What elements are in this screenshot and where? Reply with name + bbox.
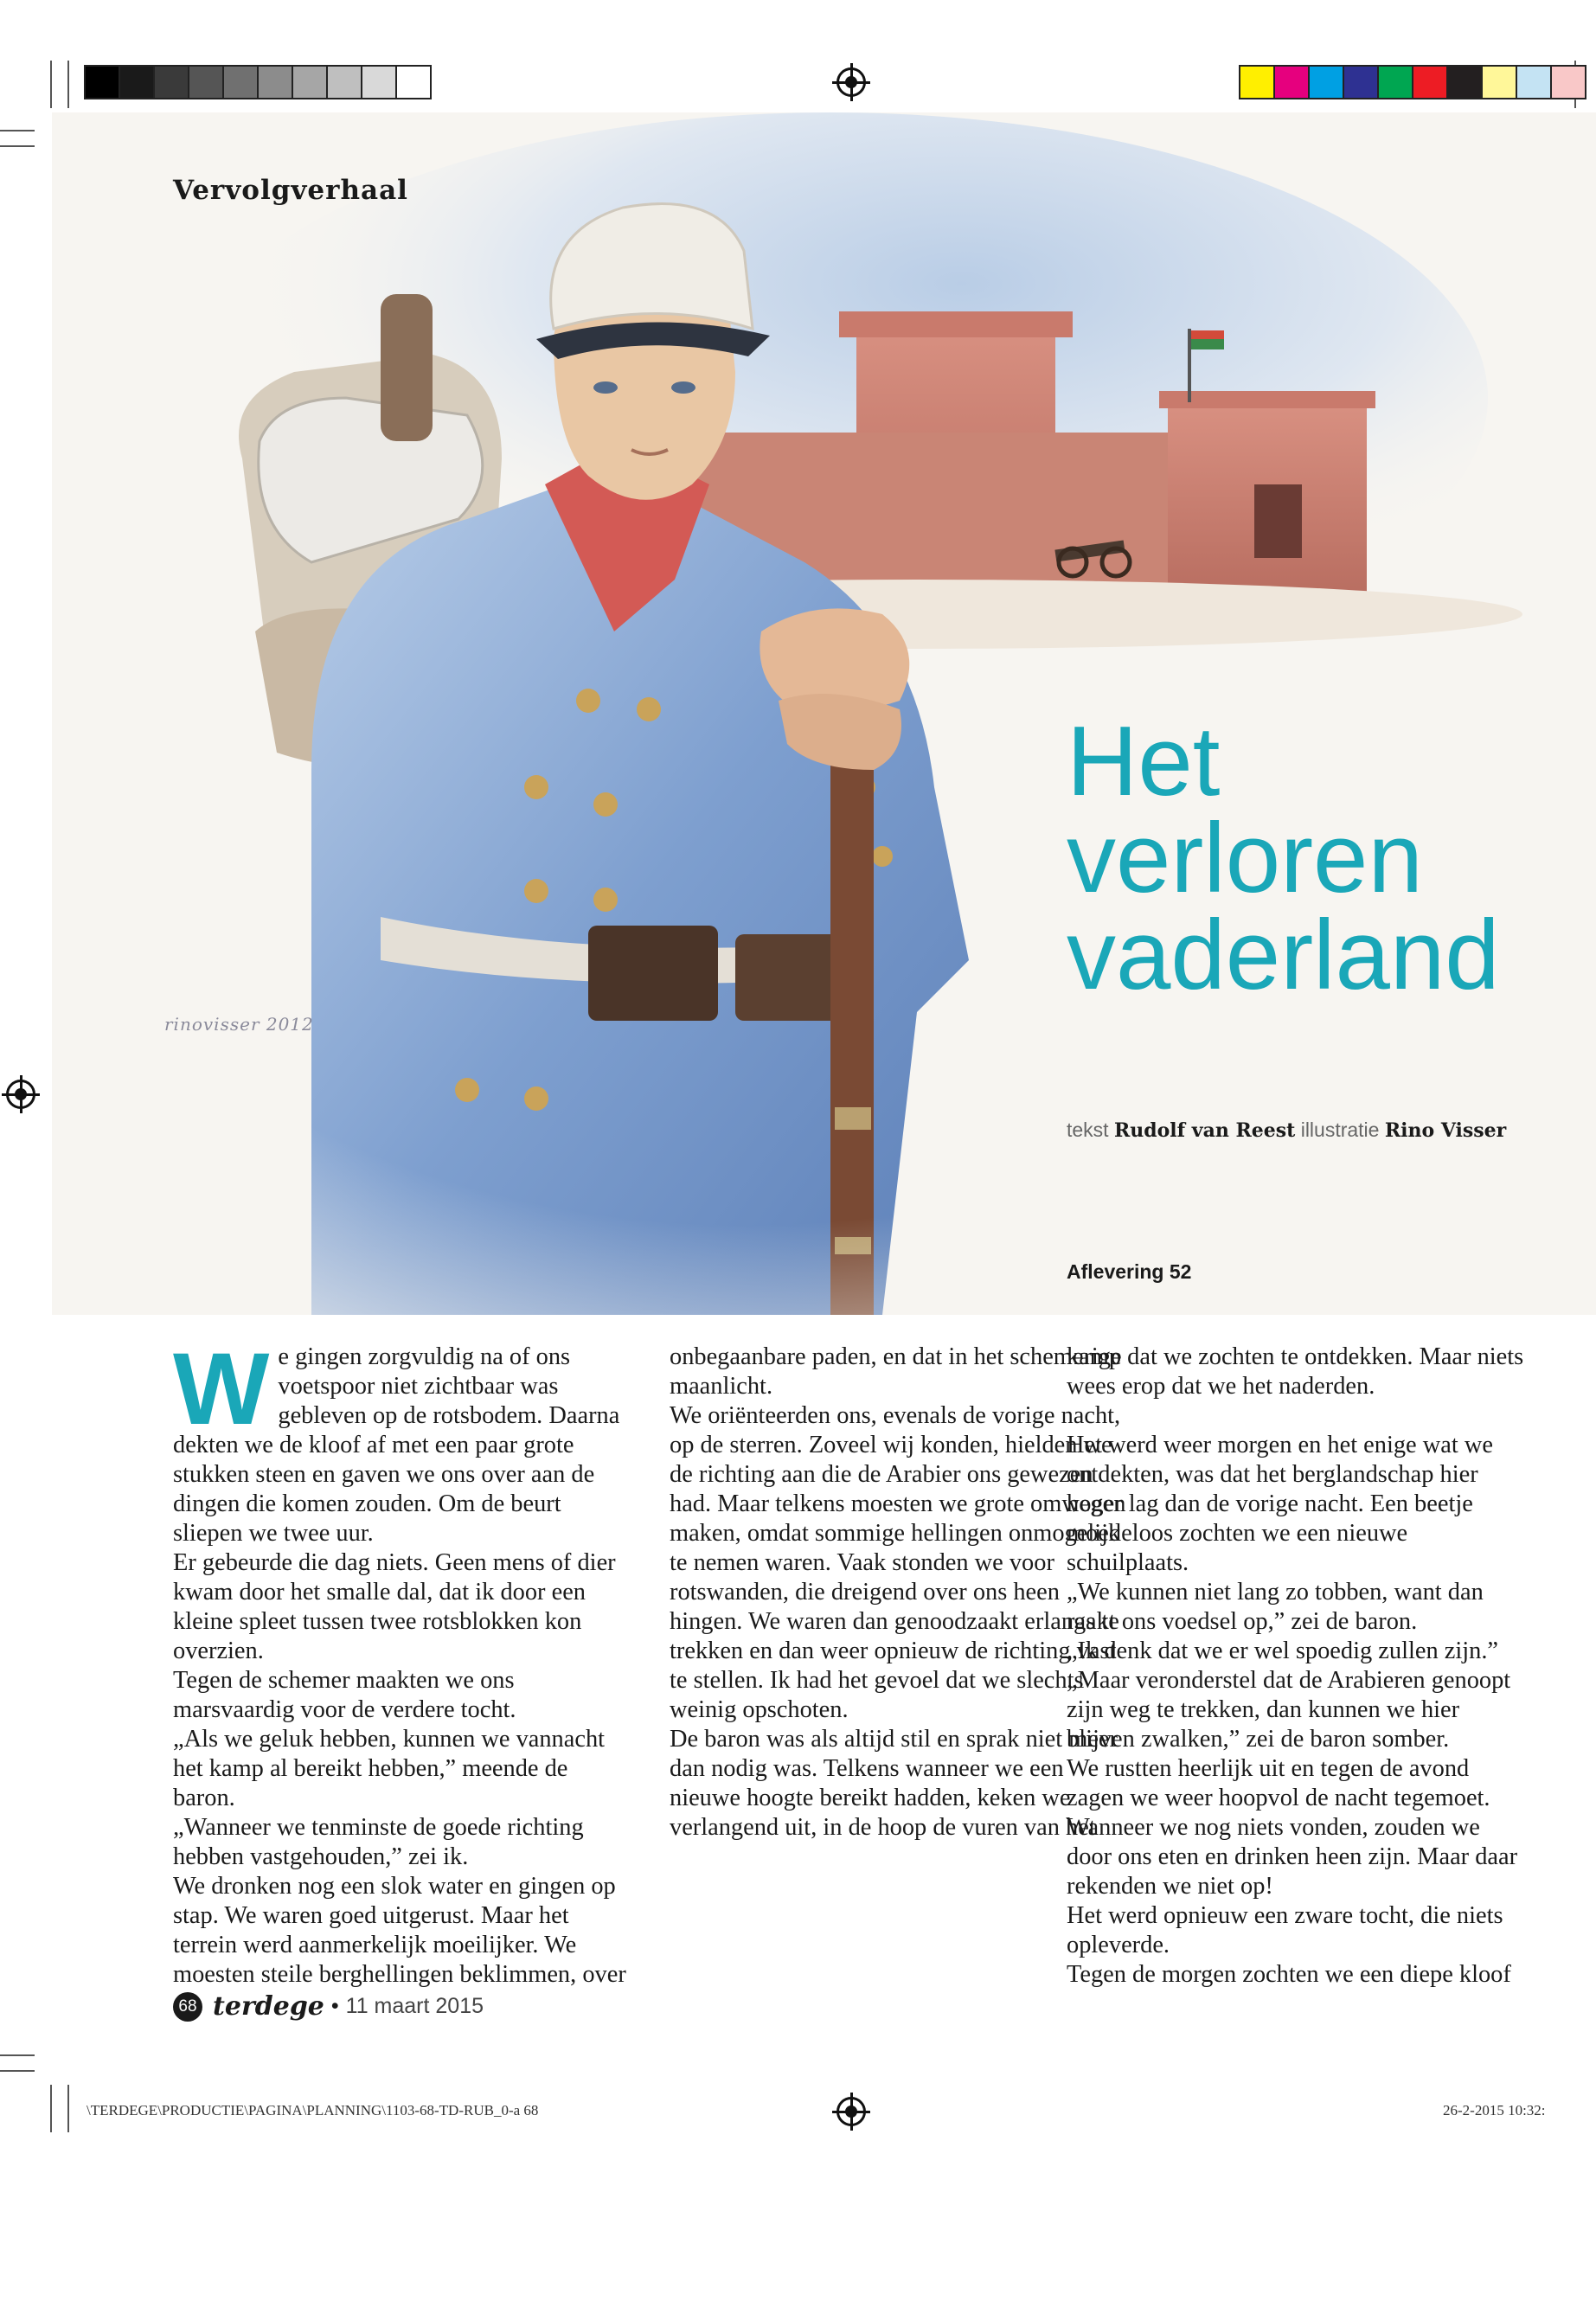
credit-text-label: tekst: [1067, 1118, 1109, 1141]
paragraph: „Maar veronderstel dat de Arabieren genoopt zijn weg te trekken, dan kunnen we hier blijven zwalken,” zei de baron somber.: [1067, 1667, 1511, 1753]
crop-mark: [0, 2070, 35, 2072]
color-swatch: [120, 67, 155, 98]
color-swatch: [1240, 67, 1275, 98]
paragraph: Tegen de schemer maakten we ons marsvaardig voor de verdere tocht.: [173, 1667, 516, 1723]
color-swatch: [293, 67, 328, 98]
drop-cap: W: [173, 1332, 270, 1446]
paragraph: Het werd weer morgen en het enige wat we ontdekten, was dat het berglandschap hier hoger lag dan de vorige nacht. Een beetje moedeloos zochten we een nieuwe schuilplaats.: [1067, 1432, 1493, 1576]
page-number: 68: [173, 1992, 202, 2022]
color-swatch: [362, 67, 397, 98]
illustrator-name: Rino Visser: [1384, 1119, 1507, 1142]
article-title: [1067, 707, 1586, 1010]
section-label: Vervolgverhaal: [173, 175, 408, 206]
footer-bullet: •: [330, 1994, 339, 2018]
color-swatch: [259, 67, 293, 98]
title-line: verloren: [1067, 804, 1423, 913]
color-swatch: [397, 67, 430, 98]
color-swatch: [86, 67, 120, 98]
paragraph: „Wanneer we tenminste de goede richting hebben vastgehouden,” zei ik.: [173, 1814, 584, 1870]
color-swatch: [189, 67, 224, 98]
magazine-brand: terdege: [213, 1991, 324, 2022]
title-line: vaderland: [1067, 901, 1500, 1010]
crop-mark: [50, 2085, 52, 2132]
crop-mark: [0, 2054, 35, 2056]
paragraph: We dronken nog een slok water en gingen op stap. We waren goed uitgerust. Maar het terrein werd aanmerkelijk moeilijker. We moesten steile berghellingen beklimmen, over: [173, 1873, 626, 1988]
color-swatch: [1517, 67, 1552, 98]
paragraph: Tegen de morgen zochten we een diepe kloof: [1067, 1961, 1511, 1988]
title-line: Het: [1067, 707, 1221, 817]
paragraph: De baron was als altijd stil en sprak niet meer dan nodig was. Telkens wanneer we een nieuwe hoogte bereikt hadden, keken we verlangend uit, in de hoop de vuren van het: [670, 1726, 1118, 1841]
page-footer: [173, 1991, 484, 2022]
paragraph-gap: [1067, 1401, 1525, 1431]
crop-mark: [67, 61, 69, 108]
credit-illustration-label: illustratie: [1300, 1118, 1380, 1141]
color-swatch: [1448, 67, 1483, 98]
article-column-2: [670, 1343, 1128, 1843]
episode-label: Aflevering 52: [1067, 1260, 1192, 1283]
color-swatch: [1344, 67, 1379, 98]
paragraph: We oriënteerden ons, evenals de vorige nacht, op de sterren. Zoveel wij konden, hielden we de richting aan die de Arabier ons gewezen had. Maar telkens moesten we grote omwegen maken, omdat sommige hellingen onmogelijk te nemen waren. Vaak stonden we voor rotswanden, die dreigend over ons heen hingen. We waren dan genoodzaakt erlangs te trekken en dan weer opnieuw de richting vast te stellen. Ik had het gevoel dat we slechts weinig opschoten.: [670, 1402, 1126, 1723]
article-column-1: [173, 1332, 633, 1990]
color-swatch: [155, 67, 189, 98]
gray-color-bar: [84, 65, 432, 99]
paragraph: Er gebeurde die dag niets. Geen mens of dier kwam door het smalle dal, dat ik door een kleine spleet tussen twee rotsblokken kon overzien.: [173, 1549, 616, 1664]
production-slug-path: \TERDEGE\PRODUCTIE\PAGINA\PLANNING\1103-68-TD-RUB_0-a 68: [87, 2102, 539, 2118]
crop-mark: [0, 130, 35, 131]
author-name: Rudolf van Reest: [1113, 1119, 1296, 1142]
color-swatch: [1379, 67, 1413, 98]
issue-date: 11 maart 2015: [345, 1994, 484, 2018]
article-credits: [1067, 1118, 1506, 1142]
paragraph: „Als we geluk hebben, kunnen we vannacht het kamp al bereikt hebben,” meende de baron.: [173, 1726, 606, 1811]
crop-mark: [0, 145, 35, 147]
crop-mark: [50, 61, 52, 108]
color-swatch: [1413, 67, 1448, 98]
color-swatch: [328, 67, 362, 98]
color-swatch: [1552, 67, 1585, 98]
color-swatch: [1483, 67, 1517, 98]
color-swatch: [1275, 67, 1310, 98]
color-swatch: [224, 67, 259, 98]
color-swatch: [1310, 67, 1344, 98]
registration-mark-icon: [836, 2097, 866, 2126]
illustrator-signature: rinovisser 2012: [164, 1014, 314, 1035]
paragraph: We rustten heerlijk uit en tegen de avond zagen we weer hoopvol de nacht tegemoet. Wanneer we nog niets vonden, zouden we door ons eten en drinken heen zijn. Maar daar rekenden we niet op!: [1067, 1755, 1518, 1900]
article-column-3: [1067, 1343, 1525, 1990]
color-bar: [1239, 65, 1586, 99]
paragraph: onbegaanbare paden, en dat in het schemerige maanlicht.: [670, 1343, 1122, 1400]
paragraph: Het werd opnieuw een zware tocht, die niets opleverde.: [1067, 1902, 1503, 1958]
registration-mark-icon: [6, 1080, 35, 1109]
registration-mark-icon: [836, 67, 866, 97]
crop-mark: [67, 2085, 69, 2132]
paragraph: kamp dat we zochten te ontdekken. Maar niets wees erop dat we het naderden.: [1067, 1343, 1524, 1400]
production-slug-timestamp: 26-2-2015 10:32:: [1443, 2102, 1546, 2118]
paragraph: e gingen zorgvuldig na of ons voetspoor niet zichtbaar was gebleven op de rotsbodem. Daarna dekten we de kloof af met een paar grote stukken steen en gaven we ons over aan de dingen die komen zouden. Om de beurt sliepen we twee uur.: [173, 1343, 620, 1547]
paragraph: „We kunnen niet lang zo tobben, want dan raakt ons voedsel op,” zei de baron.: [1067, 1579, 1484, 1635]
paragraph: „Ik denk dat we er wel spoedig zullen zijn.”: [1067, 1638, 1499, 1664]
